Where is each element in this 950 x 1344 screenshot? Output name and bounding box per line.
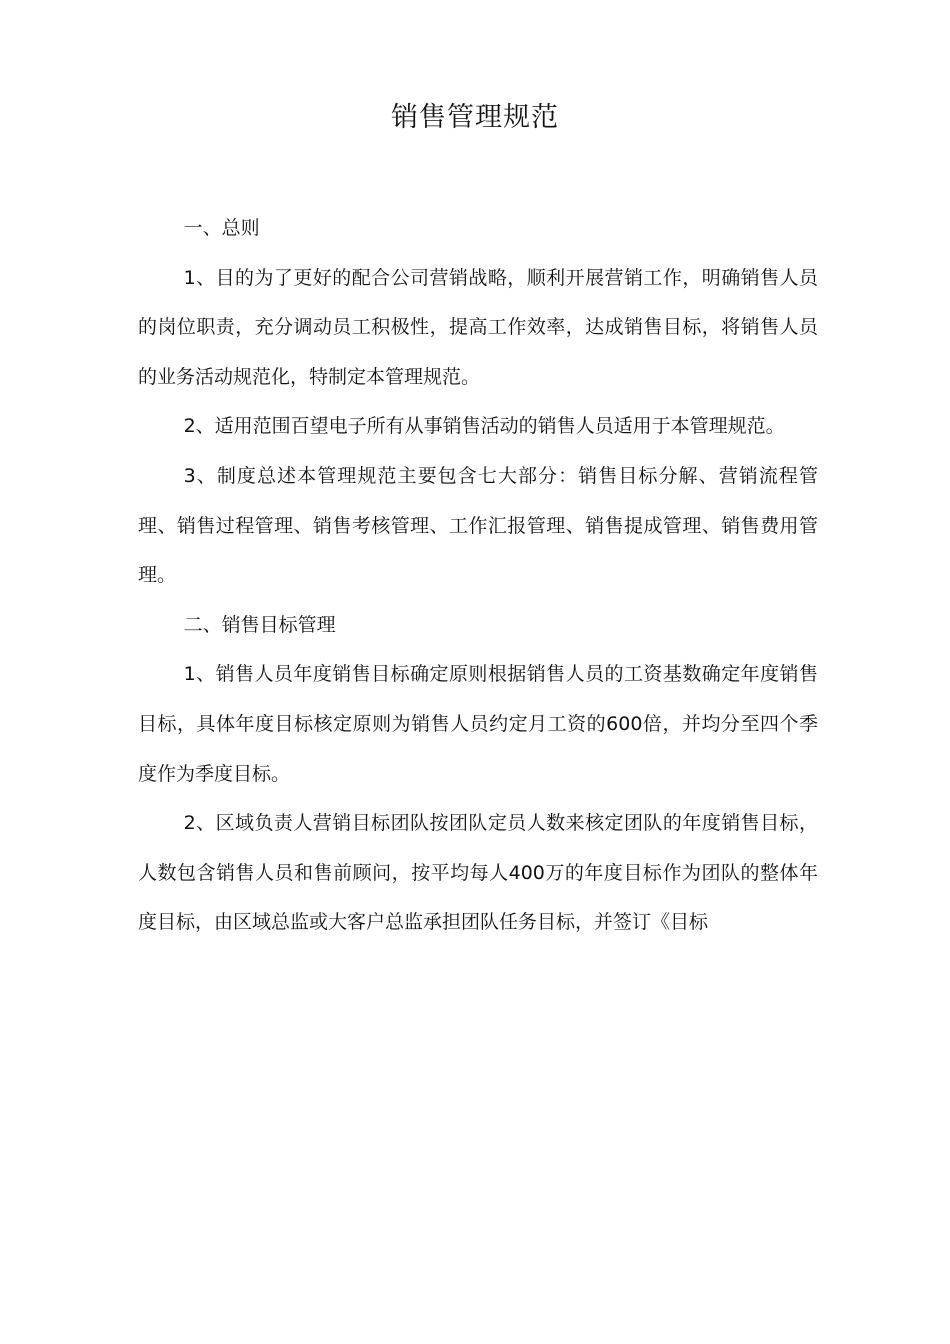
section-heading-sales-targets: 二、销售目标管理 — [183, 613, 336, 636]
paragraph-scope: 2、适用范围百望电子所有从事销售活动的销售人员适用于本管理规范。 — [183, 415, 785, 438]
document-title: 销售管理规范 — [391, 102, 559, 133]
paragraph-regional-target: 2、区域负责人营销目标团队按团队定员人数来核定团队的年度销售目标，人数包含销售人员和售前顾问，按平均每人400万的年度目标作为团队的整体年度目标，由区域总监或大客户总监承担团队任务目标，并签订《目标 — [138, 812, 818, 934]
paragraph-annual-target: 1、销售人员年度销售目标确定原则根据销售人员的工资基数确定年度销售目标，具体年度目标核定原则为销售人员约定月工资的600倍，并均分至四个季度作为季度目标。 — [138, 663, 818, 785]
paragraph-purpose: 1、目的为了更好的配合公司营销战略，顺利开展营销工作，明确销售人员的岗位职责，充分调动员工积极性，提高工作效率，达成销售目标，将销售人员的业务活动规范化，特制定本管理规范。 — [138, 266, 818, 388]
paragraph-overview: 3、制度总述本管理规范主要包含七大部分：销售目标分解、营销流程管理、销售过程管理、销售考核管理、工作汇报管理、销售提成管理、销售费用管理。 — [138, 464, 818, 587]
document-body — [138, 204, 818, 948]
section-heading-general: 一、总则 — [183, 217, 260, 239]
